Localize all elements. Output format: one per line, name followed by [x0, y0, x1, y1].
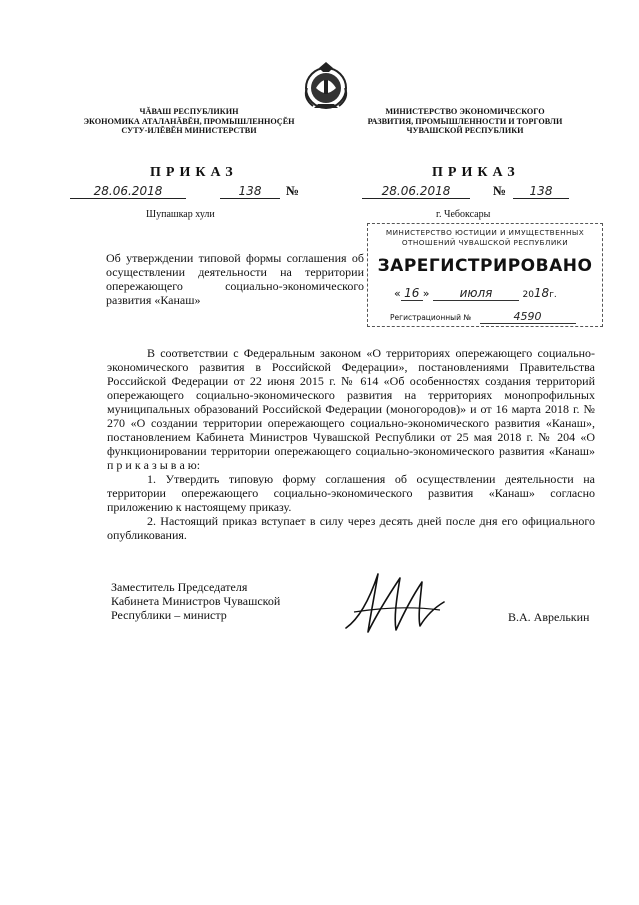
stamp-org-line: ОТНОШЕНИЙ ЧУВАШСКОЙ РЕСПУБЛИКИ — [401, 238, 569, 247]
order-title-right: ПРИКАЗ — [432, 165, 520, 180]
stamp-day: 16 — [401, 286, 423, 301]
order-date-left: 28.06.2018 — [70, 184, 186, 199]
place-left: Шупашкар хули — [146, 209, 215, 220]
header-line: СУТУ-ИЛĔВĔН МИНИСТЕРСТВИ — [121, 126, 257, 136]
header-line: ЭКОНОМИКА АТАЛАНĂВĔН, ПРОМЫШЛЕННОÇĔН — [83, 116, 295, 126]
stamp-month: июля — [433, 286, 519, 301]
stamp-org-line: МИНИСТЕРСТВО ЮСТИЦИИ И ИМУЩЕСТВЕННЫХ — [385, 228, 585, 237]
number-sign-left: № — [286, 183, 300, 198]
order-number-right: 138 — [513, 184, 569, 199]
stamp-date — [394, 286, 557, 301]
stamp-year-suffix: 18 — [533, 286, 550, 300]
ministry-header-chuvash — [76, 107, 302, 136]
signatory-name: В.А. Аврелькин — [508, 610, 590, 624]
chuvashia-emblem-icon — [299, 58, 353, 112]
stamp-registration — [390, 310, 576, 324]
body-paragraph: В соответствии с Федеральным законом «О территориях опережающего социально-экономического развития в Российской Федерации», постановлениями Правительства Российской Федерации от 22 июня 2015 г. № 614 «Об особенностях создания территорий опережающего социально-экономического развития на территориях монопрофильных муниципальных образований Российской Федерации (моногородов)» и от 16 марта 2018 г. № 270 «О создании территории опережающего социально-экономического развития «Канаш», постановлением Кабинета Министров Чувашской Республики от 25 мая 2018 г. № 204 «О функционировании территории опережающего социально-экономического развития «Канаш» п р и к а з ы в а ю: — [107, 346, 595, 472]
order-body — [107, 346, 595, 542]
order-title-left: ПРИКАЗ — [150, 165, 238, 180]
signatory-position — [111, 580, 280, 622]
ministry-header-russian — [358, 107, 572, 136]
header-line: РАЗВИТИЯ, ПРОМЫШЛЕННОСТИ И ТОРГОВЛИ — [367, 116, 563, 126]
stamp-reg-label: Регистрационный № — [390, 313, 472, 322]
body-paragraph: 2. Настоящий приказ вступает в силу через десять дней после дня его официального опубликования. — [107, 514, 595, 542]
position-line: Кабинета Министров Чувашской — [111, 594, 281, 608]
stamp-organization — [368, 228, 602, 248]
stamp-title: ЗАРЕГИСТРИРОВАНО — [377, 256, 593, 276]
stamp-reg-number: 4590 — [480, 310, 576, 324]
header-line: МИНИСТЕРСТВО ЭКОНОМИЧЕСКОГО — [385, 107, 545, 116]
order-number-left: 138 — [220, 184, 280, 199]
position-line: Республики – министр — [111, 608, 227, 622]
stamp-date-open: « — [394, 287, 401, 300]
stamp-date-close: » — [422, 287, 430, 300]
body-paragraph: 1. Утвердить типовую форму соглашения об осуществлении деятельности на территории опережающего социально-экономического развития «Канаш» согласно приложению к настоящему приказу. — [107, 472, 595, 514]
order-date-right: 28.06.2018 — [362, 184, 470, 199]
stamp-year-mark: г. — [549, 290, 557, 300]
handwritten-signature — [340, 568, 450, 638]
position-line: Заместитель Председателя — [111, 580, 248, 594]
order-subject: Об утверждении типовой формы соглашения об осуществлении деятельности на территории опережающего социально-экономического развития «Канаш» — [106, 251, 364, 307]
registration-stamp — [367, 223, 603, 327]
header-line: ЧУВАШСКОЙ РЕСПУБЛИКИ — [406, 126, 524, 136]
stamp-year-prefix: 20 — [522, 290, 534, 300]
place-right: г. Чебоксары — [436, 209, 491, 220]
header-line: ЧĂВАШ РЕСПУБЛИКИН — [139, 107, 239, 116]
number-sign-right: № — [493, 183, 507, 198]
